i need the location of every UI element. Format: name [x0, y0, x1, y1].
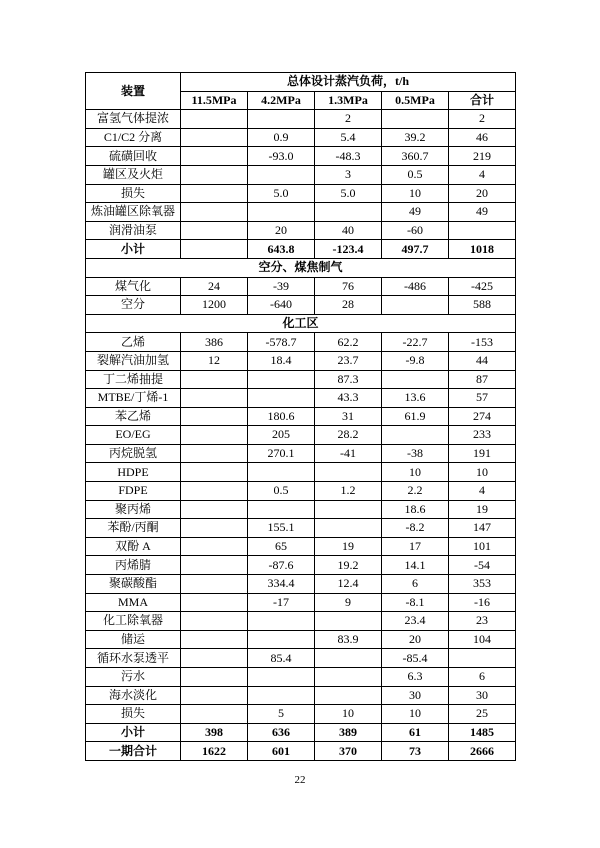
column-header-2: 1.3MPa	[315, 91, 382, 110]
cell-value: 49	[382, 203, 449, 222]
row-label: 丙烷脱氢	[86, 444, 181, 463]
cell-value	[181, 686, 248, 705]
cell-value: 2666	[449, 742, 516, 761]
column-header-device: 装置	[86, 73, 181, 110]
cell-value	[382, 370, 449, 389]
column-header-4: 合计	[449, 91, 516, 110]
table-row	[86, 668, 516, 687]
table-row	[86, 742, 516, 761]
row-label: 双酚 A	[86, 537, 181, 556]
cell-value: -425	[449, 277, 516, 296]
cell-value: 18.6	[382, 500, 449, 519]
cell-value: 4	[449, 482, 516, 501]
cell-value: 30	[382, 686, 449, 705]
table-row	[86, 593, 516, 612]
cell-value: 233	[449, 426, 516, 445]
table-row	[86, 110, 516, 129]
table-row	[86, 184, 516, 203]
cell-value: 334.4	[248, 575, 315, 594]
cell-value	[248, 110, 315, 129]
cell-value	[449, 221, 516, 240]
cell-value	[248, 500, 315, 519]
cell-value	[181, 444, 248, 463]
cell-value: 61.9	[382, 407, 449, 426]
cell-value: -578.7	[248, 333, 315, 352]
table-body	[86, 110, 516, 761]
row-label: 化工除氧器	[86, 612, 181, 631]
section-label: 化工区	[86, 314, 516, 333]
cell-value	[181, 482, 248, 501]
cell-value: 13.6	[382, 389, 449, 408]
cell-value: 28.2	[315, 426, 382, 445]
row-label: 煤气化	[86, 277, 181, 296]
cell-value: 5	[248, 705, 315, 724]
row-label: 富氢气体提浓	[86, 110, 181, 129]
cell-value	[315, 686, 382, 705]
cell-value	[248, 463, 315, 482]
table-row	[86, 221, 516, 240]
cell-value: 24	[181, 277, 248, 296]
cell-value	[181, 519, 248, 538]
cell-value: 83.9	[315, 630, 382, 649]
cell-value: 85.4	[248, 649, 315, 668]
cell-value: 219	[449, 147, 516, 166]
table-row	[86, 128, 516, 147]
table-header	[86, 73, 516, 110]
cell-value: -17	[248, 593, 315, 612]
row-label: MMA	[86, 593, 181, 612]
cell-value: 12.4	[315, 575, 382, 594]
cell-value: 101	[449, 537, 516, 556]
table-row	[86, 389, 516, 408]
column-header-0: 11.5MPa	[181, 91, 248, 110]
row-label: HDPE	[86, 463, 181, 482]
cell-value: 643.8	[248, 240, 315, 259]
row-label: 润滑油泵	[86, 221, 181, 240]
cell-value	[248, 668, 315, 687]
cell-value: -486	[382, 277, 449, 296]
cell-value: 5.0	[248, 184, 315, 203]
table-row	[86, 686, 516, 705]
cell-value	[181, 500, 248, 519]
table-row	[86, 444, 516, 463]
cell-value: 12	[181, 351, 248, 370]
row-label: 裂解汽油加氢	[86, 351, 181, 370]
cell-value	[181, 128, 248, 147]
table-row	[86, 407, 516, 426]
table-row	[86, 147, 516, 166]
table-row	[86, 333, 516, 352]
cell-value: 180.6	[248, 407, 315, 426]
cell-value	[181, 612, 248, 631]
section-label: 空分、煤焦制气	[86, 258, 516, 277]
row-label: 小计	[86, 723, 181, 742]
cell-value: 10	[449, 463, 516, 482]
cell-value: 30	[449, 686, 516, 705]
row-label: 循环水泵透平	[86, 649, 181, 668]
cell-value: 4	[449, 165, 516, 184]
cell-value: 23	[449, 612, 516, 631]
section-row	[86, 258, 516, 277]
cell-value: 76	[315, 277, 382, 296]
cell-value: 61	[382, 723, 449, 742]
cell-value	[382, 296, 449, 315]
cell-value	[181, 147, 248, 166]
table-row	[86, 630, 516, 649]
cell-value: 104	[449, 630, 516, 649]
cell-value	[181, 165, 248, 184]
cell-value: 1485	[449, 723, 516, 742]
cell-value	[315, 463, 382, 482]
cell-value	[248, 612, 315, 631]
row-label: 丁二烯抽提	[86, 370, 181, 389]
cell-value: 1018	[449, 240, 516, 259]
cell-value	[181, 593, 248, 612]
cell-value: 25	[449, 705, 516, 724]
cell-value: 43.3	[315, 389, 382, 408]
cell-value: 10	[382, 184, 449, 203]
cell-value: 14.1	[382, 556, 449, 575]
cell-value: 57	[449, 389, 516, 408]
table-row	[86, 723, 516, 742]
cell-value: -41	[315, 444, 382, 463]
cell-value: 87	[449, 370, 516, 389]
cell-value: 0.5	[382, 165, 449, 184]
table-row	[86, 277, 516, 296]
column-header-1: 4.2MPa	[248, 91, 315, 110]
cell-value	[181, 184, 248, 203]
cell-value	[315, 668, 382, 687]
cell-value	[181, 649, 248, 668]
cell-value: -93.0	[248, 147, 315, 166]
steam-load-table	[85, 72, 516, 761]
cell-value: 0.9	[248, 128, 315, 147]
cell-value: 370	[315, 742, 382, 761]
cell-value	[248, 165, 315, 184]
cell-value: 17	[382, 537, 449, 556]
cell-value: 87.3	[315, 370, 382, 389]
cell-value: 20	[382, 630, 449, 649]
cell-value: 1200	[181, 296, 248, 315]
table-row	[86, 370, 516, 389]
cell-value: 73	[382, 742, 449, 761]
cell-value: -39	[248, 277, 315, 296]
cell-value: 49	[449, 203, 516, 222]
cell-value	[181, 668, 248, 687]
table-row	[86, 705, 516, 724]
cell-value: 19	[315, 537, 382, 556]
row-label: EO/EG	[86, 426, 181, 445]
cell-value: 588	[449, 296, 516, 315]
row-label: 损失	[86, 184, 181, 203]
cell-value	[181, 203, 248, 222]
row-label: MTBE/丁烯-1	[86, 389, 181, 408]
cell-value	[181, 575, 248, 594]
cell-value: -9.8	[382, 351, 449, 370]
header-row-title	[86, 73, 516, 92]
cell-value: 1.2	[315, 482, 382, 501]
row-label: 小计	[86, 240, 181, 259]
cell-value: 2	[449, 110, 516, 129]
row-label: 储运	[86, 630, 181, 649]
row-label: 苯乙烯	[86, 407, 181, 426]
cell-value	[248, 370, 315, 389]
cell-value: -8.2	[382, 519, 449, 538]
cell-value: -87.6	[248, 556, 315, 575]
cell-value: -60	[382, 221, 449, 240]
cell-value	[315, 500, 382, 519]
cell-value: 6	[382, 575, 449, 594]
cell-value: 3	[315, 165, 382, 184]
cell-value: 19.2	[315, 556, 382, 575]
cell-value: 46	[449, 128, 516, 147]
table-row	[86, 500, 516, 519]
table-title: 总体设计蒸汽负荷，t/h	[181, 73, 516, 92]
table-row	[86, 519, 516, 538]
cell-value	[181, 537, 248, 556]
cell-value	[248, 203, 315, 222]
cell-value: 2	[315, 110, 382, 129]
cell-value: 20	[449, 184, 516, 203]
cell-value	[181, 705, 248, 724]
table-row	[86, 426, 516, 445]
cell-value	[382, 426, 449, 445]
cell-value: 65	[248, 537, 315, 556]
table-row	[86, 575, 516, 594]
table-row	[86, 296, 516, 315]
cell-value: 398	[181, 723, 248, 742]
cell-value	[181, 389, 248, 408]
cell-value	[315, 519, 382, 538]
cell-value: 28	[315, 296, 382, 315]
cell-value: 636	[248, 723, 315, 742]
cell-value	[181, 110, 248, 129]
cell-value: 155.1	[248, 519, 315, 538]
cell-value: 191	[449, 444, 516, 463]
cell-value: 23.4	[382, 612, 449, 631]
table-row	[86, 351, 516, 370]
row-label: 硫磺回收	[86, 147, 181, 166]
cell-value	[181, 240, 248, 259]
row-label: 聚丙烯	[86, 500, 181, 519]
cell-value: 10	[315, 705, 382, 724]
cell-value: -640	[248, 296, 315, 315]
cell-value: -38	[382, 444, 449, 463]
cell-value: 1622	[181, 742, 248, 761]
cell-value	[248, 686, 315, 705]
cell-value: 20	[248, 221, 315, 240]
cell-value: -22.7	[382, 333, 449, 352]
cell-value	[181, 370, 248, 389]
table-row	[86, 463, 516, 482]
cell-value: 10	[382, 463, 449, 482]
cell-value	[315, 203, 382, 222]
table-row	[86, 165, 516, 184]
row-label: 损失	[86, 705, 181, 724]
cell-value	[181, 630, 248, 649]
page-number: 22	[294, 774, 306, 786]
cell-value: 497.7	[382, 240, 449, 259]
table-row	[86, 612, 516, 631]
cell-value: 18.4	[248, 351, 315, 370]
cell-value: 360.7	[382, 147, 449, 166]
cell-value: -8.1	[382, 593, 449, 612]
cell-value: 353	[449, 575, 516, 594]
row-label: 炼油罐区除氧器	[86, 203, 181, 222]
cell-value: 9	[315, 593, 382, 612]
cell-value: 270.1	[248, 444, 315, 463]
cell-value	[449, 649, 516, 668]
row-label: C1/C2 分离	[86, 128, 181, 147]
cell-value: -153	[449, 333, 516, 352]
cell-value: 601	[248, 742, 315, 761]
cell-value: 389	[315, 723, 382, 742]
cell-value: 5.0	[315, 184, 382, 203]
cell-value: 205	[248, 426, 315, 445]
cell-value	[315, 649, 382, 668]
cell-value	[382, 110, 449, 129]
row-label: FDPE	[86, 482, 181, 501]
cell-value: 6	[449, 668, 516, 687]
row-label: 空分	[86, 296, 181, 315]
cell-value: -85.4	[382, 649, 449, 668]
cell-value: 40	[315, 221, 382, 240]
cell-value: -123.4	[315, 240, 382, 259]
table-row	[86, 649, 516, 668]
cell-value	[181, 221, 248, 240]
row-label: 丙烯腈	[86, 556, 181, 575]
cell-value: 19	[449, 500, 516, 519]
cell-value: 23.7	[315, 351, 382, 370]
row-label: 污水	[86, 668, 181, 687]
table-row	[86, 556, 516, 575]
section-row	[86, 314, 516, 333]
cell-value: 5.4	[315, 128, 382, 147]
row-label: 海水淡化	[86, 686, 181, 705]
column-header-3: 0.5MPa	[382, 91, 449, 110]
cell-value	[181, 556, 248, 575]
table-row	[86, 482, 516, 501]
cell-value: -54	[449, 556, 516, 575]
table-row	[86, 240, 516, 259]
cell-value: 44	[449, 351, 516, 370]
cell-value: 386	[181, 333, 248, 352]
cell-value: 62.2	[315, 333, 382, 352]
cell-value: 39.2	[382, 128, 449, 147]
cell-value	[181, 463, 248, 482]
cell-value: 147	[449, 519, 516, 538]
cell-value	[248, 389, 315, 408]
cell-value	[315, 612, 382, 631]
cell-value: -16	[449, 593, 516, 612]
cell-value: 6.3	[382, 668, 449, 687]
cell-value	[181, 426, 248, 445]
row-label: 乙烯	[86, 333, 181, 352]
row-label: 罐区及火炬	[86, 165, 181, 184]
cell-value	[248, 630, 315, 649]
table-row	[86, 203, 516, 222]
cell-value	[181, 407, 248, 426]
cell-value: 274	[449, 407, 516, 426]
cell-value: 10	[382, 705, 449, 724]
row-label: 苯酚/丙酮	[86, 519, 181, 538]
cell-value: 2.2	[382, 482, 449, 501]
cell-value: -48.3	[315, 147, 382, 166]
table-row	[86, 537, 516, 556]
row-label: 聚碳酸酯	[86, 575, 181, 594]
row-label: 一期合计	[86, 742, 181, 761]
cell-value: 31	[315, 407, 382, 426]
cell-value: 0.5	[248, 482, 315, 501]
